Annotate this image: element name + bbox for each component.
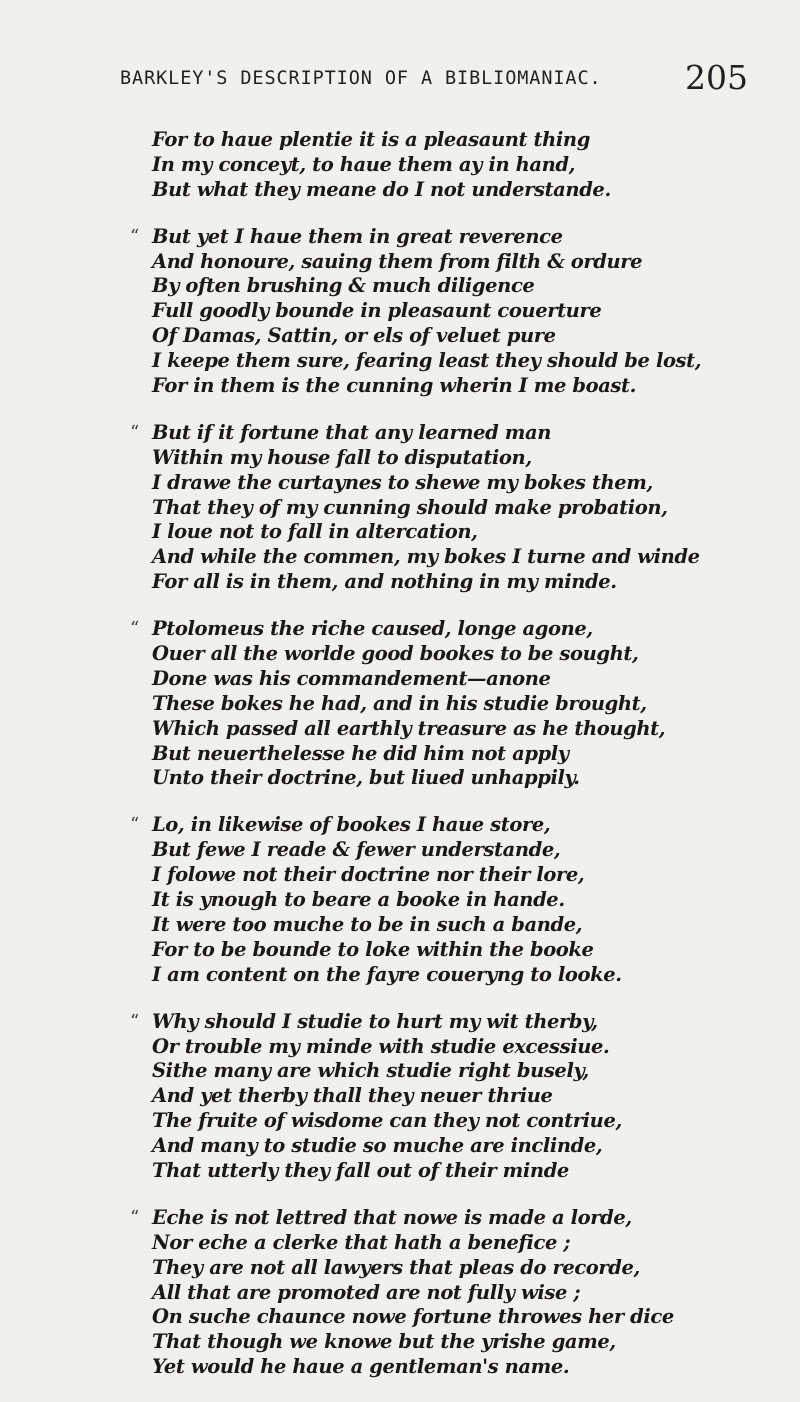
verse-line: For in them is the cunning wherin I me boast. <box>152 374 637 398</box>
verse-line: The fruite of wisdome can they not contriue, <box>152 1109 622 1133</box>
verse-line: In my conceyt, to haue them ay in hand, <box>152 152 576 176</box>
verse-line: Within my house fall to disputation, <box>152 445 532 469</box>
opening-quote-mark: “ <box>130 814 140 836</box>
poem-body <box>130 128 752 1402</box>
running-head <box>120 58 748 98</box>
stanza <box>152 128 752 203</box>
stanza <box>130 1009 752 1184</box>
verse-line: These bokes he had, and in his studie brought, <box>152 691 647 715</box>
verse-line: Or trouble my minde with studie excessiue. <box>152 1034 610 1058</box>
opening-quote-mark: “ <box>130 421 140 443</box>
verse-line: But yet I haue them in great reverence <box>152 224 563 248</box>
verse-line: And while the commen, my bokes I turne and winde <box>152 545 700 569</box>
verse-line: But what they meane do I not understande. <box>152 177 611 201</box>
verse-line: On suche chaunce nowe fortune throwes her dice <box>152 1305 674 1329</box>
stanza <box>130 420 752 595</box>
opening-quote-mark: “ <box>130 1206 140 1228</box>
verse-line: Nor eche a clerke that hath a benefice ; <box>152 1230 571 1254</box>
verse-line: By often brushing & much diligence <box>152 274 535 298</box>
verse-line: Which passed all earthly treasure as he thought, <box>152 716 666 740</box>
verse-line: It is ynough to beare a booke in hande. <box>152 888 565 912</box>
stanza <box>130 617 752 791</box>
verse-line: For all is in them, and nothing in my minde. <box>152 570 617 594</box>
verse-line: Of Damas, Sattin, or els of veluet pure <box>152 324 556 348</box>
verse-line: That utterly they fall out of their minde <box>152 1158 569 1182</box>
verse-line: Unto their doctrine, but liued unhappily. <box>152 766 580 790</box>
verse-line: Why should I studie to hurt my wit therby, <box>152 1009 598 1033</box>
verse-line: And many to studie so muche are inclinde, <box>152 1134 603 1158</box>
stanza <box>130 1205 752 1380</box>
opening-quote-mark: “ <box>130 618 140 640</box>
verse-line: Full goodly bounde in pleasaunt couerture <box>152 299 602 323</box>
verse-line: Eche is not lettred that nowe is made a lorde, <box>152 1205 632 1229</box>
verse-line: That though we knowe but the yrishe game, <box>152 1330 616 1354</box>
verse-line: And honoure, sauing them from filth & ordure <box>152 249 643 273</box>
stanza <box>130 813 752 987</box>
verse-line: For to be bounde to loke within the booke <box>152 937 594 961</box>
verse-line: I am content on the fayre coueryng to looke. <box>152 962 622 986</box>
verse-line: They are not all lawyers that pleas do recorde, <box>152 1255 640 1279</box>
opening-quote-mark: “ <box>130 225 140 247</box>
verse-line: Ptolomeus the riche caused, longe agone, <box>152 617 593 641</box>
verse-line: But if it fortune that any learned man <box>152 420 551 444</box>
stanza <box>130 224 752 399</box>
verse-line: Ouer all the worlde good bookes to be sought, <box>152 642 639 666</box>
running-title: BARKLEY'S DESCRIPTION OF A BIBLIOMANIAC. <box>120 68 602 89</box>
verse-line: Yet would he haue a gentleman's name. <box>152 1355 570 1379</box>
opening-quote-mark: “ <box>130 1010 140 1032</box>
verse-line: Done was his commandement—anone <box>152 666 551 690</box>
verse-line: But fewe I reade & fewer understande, <box>152 838 561 862</box>
verse-line: Sithe many are which studie right busely, <box>152 1059 589 1083</box>
verse-line: All that are promoted are not fully wise ; <box>152 1280 581 1304</box>
verse-line: I drawe the curtaynes to shewe my bokes them, <box>152 470 653 494</box>
verse-line: I folowe not their doctrine nor their lore, <box>152 863 585 887</box>
verse-line: Lo, in likewise of bookes I haue store, <box>152 813 551 837</box>
verse-line: I loue not to fall in altercation, <box>152 520 478 544</box>
verse-line: But neuerthelesse he did him not apply <box>152 741 569 765</box>
verse-line: For to haue plentie it is a pleasaunt thing <box>152 128 590 151</box>
page-number: 205 <box>685 58 748 97</box>
verse-line: And yet therby thall they neuer thriue <box>152 1084 553 1108</box>
verse-line: That they of my cunning should make probation, <box>152 495 668 519</box>
verse-line: It were too muche to be in such a bande, <box>152 912 583 936</box>
verse-line: I keepe them sure, fearing least they should be lost, <box>152 349 702 373</box>
